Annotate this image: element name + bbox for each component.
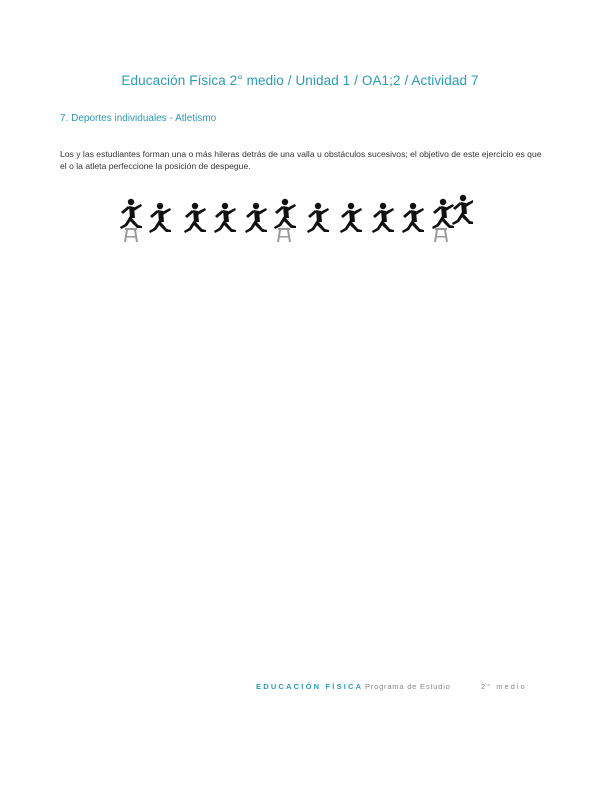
runner-icon [372, 203, 394, 233]
runner-icon [432, 199, 454, 229]
page-title: Educación Física 2° medio / Unidad 1 / OA1;2 / Actividad 7 [121, 73, 479, 88]
section-heading: 7. Deportes individuales - Atletismo [60, 113, 217, 124]
runner-icon [245, 203, 267, 233]
hurdle-icon [124, 228, 138, 242]
runner-icon [274, 199, 296, 229]
runner-icon [184, 203, 206, 233]
runner-icon [120, 199, 142, 229]
footer-program: Programa de Estudio [365, 682, 451, 691]
runner-icon [149, 203, 171, 233]
hurdle-icon [434, 228, 448, 242]
runner-icon [340, 203, 362, 233]
runners-hurdles-illustration [113, 190, 473, 246]
runner-icon [452, 195, 473, 225]
footer-level: 2° medio [481, 682, 527, 691]
runner-icon [307, 203, 329, 233]
hurdle-icon [277, 228, 291, 242]
activity-description: Los y las estudiantes forman una o más hileras detrás de una valla u obstáculos sucesivos; el objetivo de este ejercicio es que el o la atleta perfeccione la posición de despegue. [60, 149, 542, 171]
footer-subject: EDUCACIÓN FÍSICA [256, 682, 364, 691]
runner-icon [214, 203, 236, 233]
runner-icon [402, 203, 424, 233]
